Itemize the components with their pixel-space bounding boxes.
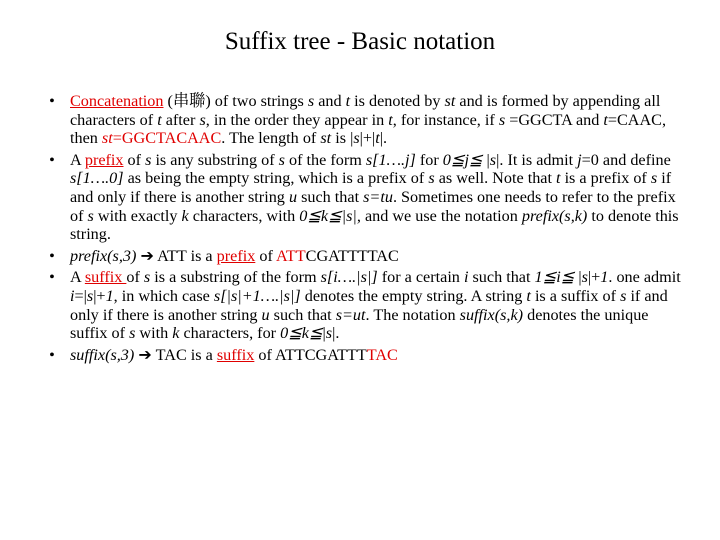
text-run: =GGCTA and — [505, 110, 604, 129]
text-run: s — [650, 169, 658, 188]
text-run: ) of two strings — [205, 92, 308, 110]
text-run: u — [261, 305, 270, 324]
text-run: =0 and define — [581, 150, 671, 169]
text-run: with — [135, 324, 173, 343]
text-run: denotes the unique suffix of — [70, 305, 649, 343]
text-run: such that — [468, 268, 535, 287]
text-run: 串聯 — [172, 92, 206, 110]
text-run: characters, for — [179, 324, 281, 343]
text-run: such that — [297, 187, 364, 206]
bullet-item — [46, 92, 682, 148]
text-run: A — [70, 268, 85, 287]
text-run: TAC — [366, 345, 398, 364]
text-run: . one admit — [608, 268, 681, 287]
text-run: ATT — [276, 246, 306, 265]
text-run: | — [482, 150, 490, 169]
text-run: t — [603, 110, 608, 129]
text-run: for — [415, 150, 443, 169]
text-run: i — [70, 286, 75, 305]
text-run: , in the order they appear in — [205, 110, 389, 129]
bullet-marker: • — [49, 92, 55, 110]
text-run: , for instance, if — [392, 110, 499, 129]
bullet-item — [46, 346, 682, 365]
text-run: |. It is admit — [496, 150, 578, 169]
text-run: |. — [332, 324, 340, 343]
text-run: s — [581, 268, 588, 287]
term-link[interactable]: prefix — [84, 150, 124, 169]
text-run: denotes the empty string. A string — [300, 286, 527, 305]
text-run: of the form — [284, 150, 366, 169]
bullet-item — [46, 268, 682, 342]
slide-title: Suffix tree - Basic notation — [224, 28, 496, 55]
text-run: u — [288, 187, 298, 206]
text-run: and we use the notation — [360, 206, 522, 225]
text-run: as being the empty string, which is a prefix of — [123, 169, 429, 188]
term-link[interactable]: Concatenation — [70, 92, 164, 110]
text-run: 0≦k≦|s|, — [299, 206, 361, 225]
text-run: 1 — [105, 286, 114, 305]
text-run: prefix(s,3) — [70, 246, 137, 265]
text-run: s=ut — [335, 305, 366, 324]
text-run: prefix(s,k) — [521, 206, 588, 225]
text-run: 1≦i≦ — [534, 268, 575, 287]
text-run: after — [161, 110, 200, 129]
text-run: and — [314, 92, 346, 110]
bullet-marker: • — [49, 345, 55, 364]
text-run: suffix(s,3) — [70, 345, 135, 364]
text-run: st — [320, 129, 332, 148]
text-run: A — [70, 150, 85, 169]
text-run: s=tu — [363, 187, 393, 206]
text-run: s — [199, 110, 206, 129]
text-run: s[|s|+1….|s|] — [213, 286, 301, 305]
text-run: s — [278, 150, 285, 169]
text-run: st — [101, 129, 113, 148]
text-run: characters, with — [188, 206, 300, 225]
bullet-marker: • — [49, 268, 55, 287]
bullet-marker: • — [49, 150, 55, 169]
text-run: , in which case — [113, 286, 214, 305]
text-run: ➔ ATT is a — [136, 246, 217, 265]
term-link[interactable]: suffix — [84, 268, 127, 287]
text-run: j — [577, 150, 582, 169]
text-run: s — [129, 324, 136, 343]
text-run: t — [345, 92, 351, 110]
text-run: =GGCTACAAC — [112, 129, 222, 148]
text-run: |+ — [93, 286, 106, 305]
text-run: |. — [379, 129, 388, 148]
text-run: s[1….0] — [70, 169, 124, 188]
text-run: s[1….j] — [365, 150, 416, 169]
text-run: k — [172, 324, 180, 343]
text-run: i — [463, 268, 469, 287]
text-run: s — [325, 324, 333, 343]
text-run: s — [143, 268, 151, 287]
text-run: of — [123, 150, 146, 169]
text-run: t — [556, 169, 561, 188]
text-run: of — [255, 246, 276, 265]
text-run: if and only if there is another string — [70, 286, 668, 324]
text-run: and is formed by appending all characters of — [70, 92, 661, 129]
text-run: s — [498, 110, 506, 129]
text-run: as well. Note that — [434, 169, 557, 188]
text-run: s — [145, 150, 152, 169]
text-run: if and only if there is another string — [70, 169, 672, 206]
text-run: of — [126, 268, 144, 287]
text-run: 0≦k≦ — [280, 324, 323, 343]
text-run: k — [181, 206, 189, 225]
bullet-item — [46, 247, 682, 266]
text-run: s — [620, 286, 627, 305]
text-run: s[i….|s|] — [320, 268, 378, 287]
text-run: is a prefix of — [560, 169, 651, 188]
text-run: such that — [269, 305, 336, 324]
text-run: s — [87, 206, 94, 225]
text-run: t — [157, 110, 162, 129]
text-run: . The length of — [221, 129, 321, 148]
text-run: t — [375, 129, 380, 148]
text-run: =| — [74, 286, 87, 305]
text-run: is a suffix of — [530, 286, 621, 305]
text-run: to denote this string. — [70, 206, 679, 244]
text-run: is any substring of — [151, 150, 279, 169]
text-run: s — [489, 150, 497, 169]
text-run: t — [388, 110, 393, 129]
text-run: |+ — [587, 268, 601, 287]
text-run: st — [444, 92, 456, 110]
text-run: for a certain — [377, 268, 464, 287]
text-run: CGATTTTAC — [305, 246, 399, 265]
text-run: ( — [163, 92, 173, 110]
text-run: . The notation — [365, 305, 460, 324]
bullet-list — [46, 92, 682, 367]
text-run: . Sometimes one needs to refer to the prefix of — [70, 187, 676, 225]
text-run: is denoted by — [350, 92, 445, 110]
term-link[interactable]: suffix — [216, 345, 255, 364]
bullet-marker: • — [49, 246, 55, 265]
text-run: | — [574, 268, 582, 287]
bullet-item — [46, 151, 682, 244]
text-run: suffix(s,k) — [459, 305, 524, 324]
text-run: t — [526, 286, 531, 305]
text-run: 1 — [600, 268, 609, 287]
text-run: | — [322, 324, 326, 343]
text-run: |+| — [359, 129, 376, 148]
text-run: with exactly — [93, 206, 182, 225]
term-link[interactable]: prefix — [216, 246, 256, 265]
text-run: is a substring of the form — [150, 268, 321, 287]
text-run: =CAAC, then — [70, 110, 667, 148]
text-run: is | — [331, 129, 354, 148]
text-run: s — [307, 92, 315, 110]
text-run: 0≦j≦ — [442, 150, 483, 169]
text-run: s — [86, 286, 94, 305]
text-run: of ATTCGATTT — [254, 345, 367, 364]
text-run: s — [353, 129, 360, 148]
text-run: s — [428, 169, 435, 188]
text-run: ➔ TAC is a — [134, 345, 217, 364]
